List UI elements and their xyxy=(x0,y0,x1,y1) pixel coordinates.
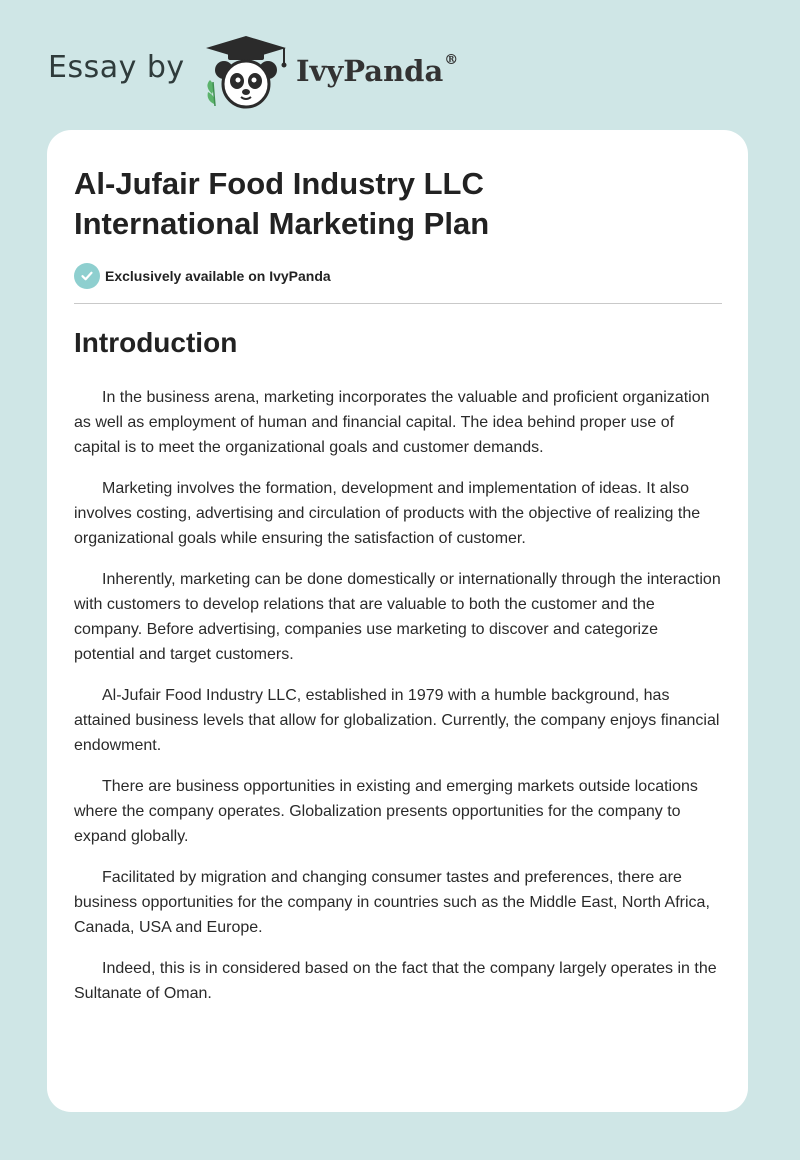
registered-mark: ® xyxy=(444,52,459,68)
brand-name-text: IvyPanda xyxy=(296,54,444,88)
ivypanda-wordmark[interactable] xyxy=(296,54,458,88)
exclusive-badge xyxy=(74,263,331,289)
paragraph: Al-Jufair Food Industry LLC, established in 1979 with a humble background, has attained business levels that allow for globalization. Currently, the company enjoys financial endowment. xyxy=(74,687,720,754)
panda-graduate-logo-icon[interactable] xyxy=(202,34,290,110)
essay-title xyxy=(74,164,714,244)
exclusive-label: Exclusively available on IvyPanda xyxy=(105,268,331,284)
title-line-2: International Marketing Plan xyxy=(74,206,490,241)
paragraph: Indeed, this is in considered based on the fact that the company largely operates in the Sultanate of Oman. xyxy=(74,960,717,1002)
essay-by-label: Essay by xyxy=(48,50,185,85)
check-icon xyxy=(74,263,100,289)
essay-card xyxy=(47,130,748,1112)
paragraph: Marketing involves the formation, development and implementation of ideas. It also involves costing, advertising and circulation of products with the objective of realizing the organizational goals while ensuring the satisfaction of customer. xyxy=(74,480,701,547)
paragraph: Facilitated by migration and changing consumer tastes and preferences, there are business opportunities for the company in countries such as the Middle East, North Africa, Canada, USA and Europe. xyxy=(74,869,710,936)
site-header xyxy=(48,30,748,110)
title-divider xyxy=(74,303,722,304)
title-line-1: Al-Jufair Food Industry LLC xyxy=(74,166,484,201)
section-heading-introduction: Introduction xyxy=(74,327,238,358)
paragraph: In the business arena, marketing incorporates the valuable and proficient organization as well as employment of human and financial capital. The idea behind proper use of capital is to meet the organizational goals and customer demands. xyxy=(74,389,710,456)
paragraph: There are business opportunities in existing and emerging markets outside locations where the company operates. Globalization presents opportunities for the company to expand globally. xyxy=(74,778,698,845)
essay-body xyxy=(74,385,722,1022)
paragraph: Inherently, marketing can be done domestically or internationally through the interaction with customers to develop relations that are valuable to both the customer and the company. Before advertising, companies use marketing to discover and categorize potential and target customers. xyxy=(74,571,721,663)
